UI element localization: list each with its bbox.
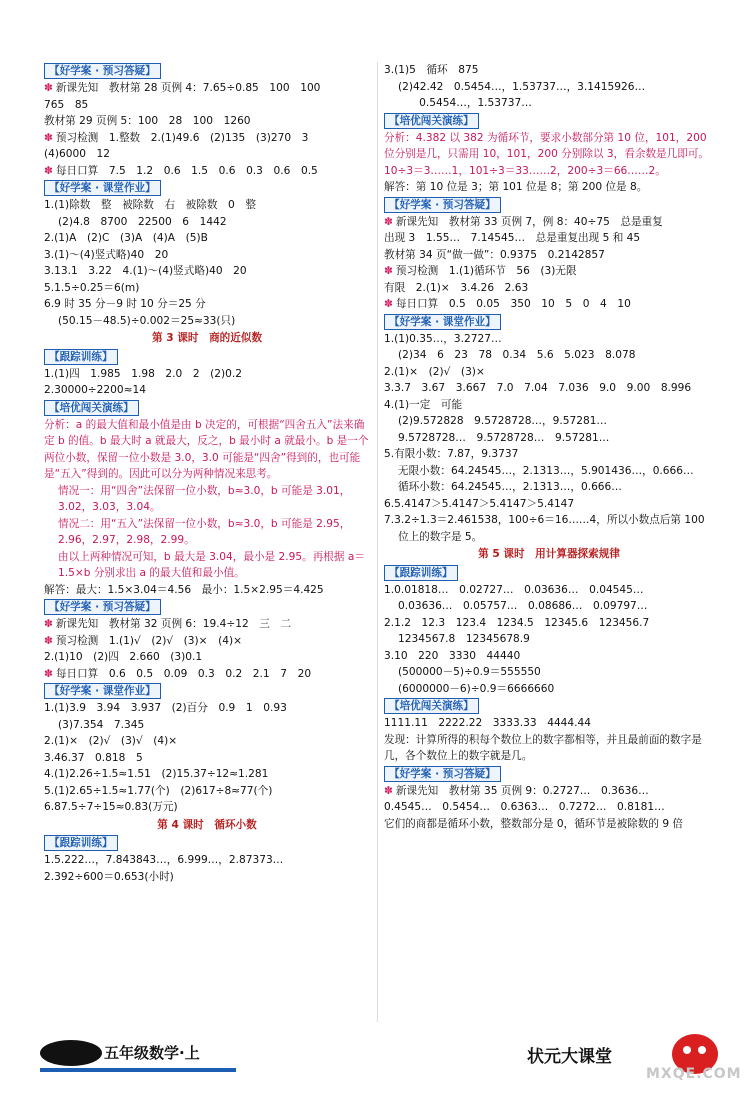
answer-line [44,163,370,180]
section-heading-row [44,62,370,80]
answer-line [384,529,714,546]
section-heading: 【跟踪训练】 [44,835,118,851]
answer-line [384,296,714,313]
answer-line [44,247,370,264]
lesson-title: 第 4 课时 循环小数 [157,818,257,831]
answer-text: 1.0.01818… 0.02727… 0.03636… 0.04545… [384,583,644,596]
answer-line [384,664,714,681]
section-heading-row [384,564,714,582]
flower-bullet-icon: ✽ [44,164,53,177]
answer-line [44,783,370,800]
answer-line [384,582,714,599]
flower-bullet-icon: ✽ [44,131,53,144]
answer-line [44,733,370,750]
answer-text: (2)42.42 0.5454…，1.53737…，3.1415926… [398,80,646,93]
answer-text: 5.(1)2.65÷1.5≈1.77(个) (2)617÷8≈77(个) [44,784,273,797]
answer-text: (500000－5)÷0.9＝555550 [398,666,541,678]
answer-line [44,214,370,231]
section-heading: 【好学案 · 课堂作业】 [44,683,161,699]
answer-line [44,633,370,650]
section-heading-row [44,399,370,417]
answer-text: 2.392÷600＝0.653(小时) [44,870,174,883]
answer-line [44,113,370,130]
grade-label: 五年级数学·上 [104,1044,200,1062]
answer-text: 1.(1)3.9 3.94 3.937 (2)百分 0.9 1 0.93 [44,702,287,714]
answer-text: 2.(1)A (2)C (3)A (4)A (5)B [44,232,208,244]
brand-title: 状元大课堂 [527,1047,612,1067]
answer-text: 2.(1)× (2)√ (3)√ (4)× [44,735,178,747]
answer-line [384,648,714,665]
answer-paragraph [44,483,370,516]
answer-text: 由以上两种情况可知，b 最大是 3.04，最小是 2.95。再根据 a＝1.5×b 分别求出 a 的最大值和最小值。 [58,550,365,579]
mascot-eye-left [683,1046,691,1054]
answer-text: 新课先知 教材第 35 页例 9：0.2727… 0.3636… [395,784,649,797]
answer-text: 教材第 29 页例 5：100 28 100 1260 [44,115,251,127]
answer-line [44,146,370,163]
answer-line [44,313,370,330]
answer-line [384,230,714,247]
answer-text: 3.10 220 3330 44440 [384,649,521,662]
answer-line [384,95,714,112]
answer-text: (2)9.572828 9.5728728…，9.57281… [398,415,608,427]
answer-text: 有限 2.(1)× 3.4.26 2.63 [384,281,529,294]
answer-text: 1.(1)0.35…，3.2727… [384,332,502,345]
answer-text: 0.5454…，1.53737… [398,97,532,109]
answer-line [384,783,714,800]
answer-text: 1.(1)四 1.985 1.98 2.0 2 (2)0.2 [44,367,243,380]
answer-text: 1.5.222…，7.843843…，6.999…，2.87373… [44,854,284,866]
answer-text: 7.3.2÷1.3＝2.461538，100÷6＝16……4，所以小数点后第 100 [384,514,705,526]
section-heading: 【跟踪训练】 [44,349,118,365]
answer-paragraph [384,816,714,833]
page-number-blob [40,1040,102,1066]
answer-line [44,382,370,399]
section-heading-row [44,682,370,700]
answer-text: 预习检测 1.(1)√ (2)√ (3)× (4)× [55,634,243,647]
answer-text: 1.(1)除数 整 被除数 右 被除数 0 整 [44,199,256,211]
flower-bullet-icon: ✽ [44,82,53,94]
answer-text: 6.87.5÷7÷15≈0.83(万元) [44,801,178,813]
section-heading: 【好学案 · 预习答疑】 [384,197,501,213]
answer-text: 分析：a 的最大值和最小值是由 b 决定的，可根据“四舍五入”法来确定 b 的值。b 最大时 a 就最大，反之，b 最小时 a 就最小。b 是一个两位小数，保留一位小数是 3.0，3.0 可能是“四舍”得到的，也可能是“五入”得到的。因此可以分为两种情况来思考。 [44,418,369,480]
section-heading-row [44,598,370,616]
answer-text: 解答：第 10 位是 3；第 101 位是 8；第 200 位是 8。 [384,181,648,193]
answer-line [384,512,714,529]
answer-text: 情况二：用“五入”法保留一位小数，b≈3.0，b 可能是 2.95，2.96，2.97，2.98，2.99。 [58,517,351,546]
answer-line [44,97,370,114]
answer-line [44,852,370,869]
answer-text: 每日口算 7.5 1.2 0.6 1.5 0.6 0.3 0.6 0.5 [55,164,318,177]
answer-line [44,700,370,717]
answer-paragraph [44,549,370,582]
answer-line [384,380,714,397]
answer-text: 5.有限小数：7.87，9.3737 [384,448,519,460]
answer-line [384,631,714,648]
answer-text: 预习检测 1.整数 2.(1)49.6 (2)135 (3)270 3 [55,131,309,144]
section-heading: 【好学案 · 预习答疑】 [384,766,501,782]
answer-line [384,598,714,615]
flower-bullet-icon: ✽ [44,634,53,647]
section-heading-row [384,765,714,783]
answer-line [384,214,714,231]
section-heading-row [384,313,714,331]
answer-text: 765 85 [44,98,89,111]
section-heading-row [44,179,370,197]
answer-paragraph [384,732,714,765]
section-heading: 【培优闯关演练】 [44,400,139,416]
column-divider [377,62,378,1022]
answer-text: 出现 3 1.55… 7.14545… 总是重复出现 5 和 45 [384,232,641,244]
answer-text: 0.03636… 0.05757… 0.08686… 0.09797… [398,600,648,612]
answer-line [384,715,714,732]
flower-bullet-icon: ✽ [384,298,393,310]
answer-line [384,79,714,96]
footer-bar [40,1068,236,1072]
answer-text: 3.3.7 3.67 3.667 7.0 7.04 7.036 9.0 9.00 8.996 [384,382,692,394]
answer-line [384,347,714,364]
answer-line [44,296,370,313]
section-heading: 【好学案 · 课堂作业】 [384,314,501,330]
section-heading-row [384,697,714,715]
answer-line [44,616,370,633]
answer-text: 2.(1)10 (2)四 2.660 (3)0.1 [44,651,203,663]
answer-line [384,463,714,480]
flower-bullet-icon: ✽ [44,618,53,630]
answer-text: 2.1.2 12.3 123.4 1234.5 12345.6 123456.7 [384,616,650,629]
flower-bullet-icon: ✽ [384,265,393,277]
answer-text: (6000000－6)÷0.9＝6666660 [398,682,555,695]
answer-text: (2)34 6 23 78 0.34 5.6 5.023 8.078 [398,349,636,361]
answer-line [44,766,370,783]
section-heading: 【好学案 · 课堂作业】 [44,180,161,196]
section-heading-row [44,348,370,366]
answer-text: 3.(1)5 循环 875 [384,64,479,76]
answer-text: 每日口算 0.6 0.5 0.09 0.3 0.2 2.1 7 20 [55,667,312,680]
answer-text: 位上的数字是 5。 [398,530,483,543]
answer-text: 3.46.37 0.818 5 [44,751,143,764]
answer-line [384,479,714,496]
answer-line [44,263,370,280]
answer-text: (3)7.354 7.345 [58,718,145,731]
answer-text: 新课先知 教材第 33 页例 7，例 8：40÷75 总是重复 [395,215,663,228]
answer-line [44,666,370,683]
answer-text: 1111.11 2222.22 3333.33 4444.44 [384,717,592,729]
answer-line [44,230,370,247]
answer-line [44,80,370,97]
answer-text: 3.13.1 3.22 4.(1)～(4)竖式略)40 20 [44,265,247,277]
answer-text: 2.(1)× (2)√ (3)× [384,365,485,378]
answer-line [384,280,714,297]
answer-line [384,364,714,381]
answer-text: (2)4.8 8700 22500 6 1442 [58,215,227,228]
answer-text: 情况一：用“四舍”法保留一位小数，b≈3.0，b 可能是 3.01，3.02，3.03，3.04。 [58,484,351,513]
section-heading-row [44,834,370,852]
section-heading: 【培优闯关演练】 [384,698,479,714]
answer-line [384,331,714,348]
answer-text: 0.4545… 0.5454… 0.6363… 0.7272… 0.8181… [384,801,665,813]
answer-text: 3.(1)～(4)竖式略)40 20 [44,248,169,261]
answer-line [44,280,370,297]
answer-line [44,197,370,214]
lesson-title: 第 3 课时 商的近似数 [151,332,263,344]
answer-line [44,799,370,816]
answer-text: 1234567.8 12345678.9 [398,633,530,645]
answer-text: 分析：4.382 以 382 为循环节，要求小数部分第 10 位，101，200 位分别是几，只需用 10，101，200 分别除以 3，看余数是几即可。10÷3＝3……1，101÷3＝33……2，200÷3＝66……2。 [384,131,710,177]
answer-text: 4.(1)2.26÷1.5≈1.51 (2)15.37÷12≈1.281 [44,768,269,780]
answer-line [384,413,714,430]
lesson-title: 第 5 课时 用计算器探索规律 [478,548,620,560]
section-heading: 【跟踪训练】 [384,565,458,581]
answer-line [384,430,714,447]
answer-text: 2.30000÷2200≈14 [44,384,147,396]
answer-line [384,62,714,79]
answer-line [44,869,370,886]
mascot-eye-right [698,1046,706,1054]
flower-bullet-icon: ✽ [44,667,53,680]
flower-bullet-icon: ✽ [384,784,393,797]
answer-text: 无限小数：64.24545…，2.1313…，5.901436…，0.666… [398,464,694,477]
left-column [44,62,370,885]
section-heading: 【好学案 · 预习答疑】 [44,63,161,79]
section-heading: 【好学案 · 预习答疑】 [44,599,161,615]
answer-line [384,615,714,632]
answer-text: 发现：计算所得的积每个数位上的数字都相等，并且最前面的数字是几，各个数位上的数字就是几。 [384,733,702,762]
answer-paragraph [44,417,370,483]
answer-text: 预习检测 1.(1)循环节 56 (3)无限 [395,265,577,277]
answer-line [384,247,714,264]
answer-text: 教材第 34 页“做一做”：0.9375 0.2142857 [384,248,605,261]
answer-line [384,263,714,280]
answer-paragraph [384,130,714,180]
answer-line [44,582,370,599]
page-footer [0,1030,750,1090]
answer-line [44,750,370,767]
answer-line [384,799,714,816]
answer-text: 4.(1)一定 可能 [384,398,463,411]
answer-text: 5.1.5÷0.25＝6(m) [44,281,140,294]
answer-line [384,681,714,698]
answer-paragraph [44,516,370,549]
section-heading-row [384,196,714,214]
section-heading: 【培优闯关演练】 [384,113,479,129]
answer-text: 新课先知 教材第 28 页例 4：7.65÷0.85 100 100 [55,82,321,94]
answer-text: 新课先知 教材第 32 页例 6：19.4÷12 三 二 [55,618,292,630]
answer-text: 每日口算 0.5 0.05 350 10 5 0 4 10 [395,298,631,310]
answer-line [384,397,714,414]
right-column [384,62,714,832]
answer-line [384,179,714,196]
answer-text: 循环小数：64.24545…，2.1313…，0.666… [398,481,622,493]
answer-text: 它们的商都是循环小数，整数部分是 0，循环节是被除数的 9 倍 [384,817,684,830]
answer-text: 6.5.4147＞5.4147＞5.4147＞5.4147 [384,497,575,510]
answer-line [44,717,370,734]
watermark: MXQE.COM [646,1066,742,1082]
answer-line [384,446,714,463]
answer-line [44,366,370,383]
answer-line [44,649,370,666]
answer-text: 9.5728728… 9.5728728… 9.57281… [398,431,610,444]
answer-text: (4)6000 12 [44,148,111,160]
answer-text: 6.9 时 35 分－9 时 10 分＝25 分 [44,298,206,310]
answer-text: (50.15－48.5)÷0.002＝25≈33(只) [58,314,236,327]
answer-text: 解答：最大：1.5×3.04＝4.56 最小：1.5×2.95＝4.425 [44,583,324,596]
flower-bullet-icon: ✽ [384,215,393,228]
answer-line [44,130,370,147]
answer-line [384,496,714,513]
section-heading-row [384,112,714,130]
